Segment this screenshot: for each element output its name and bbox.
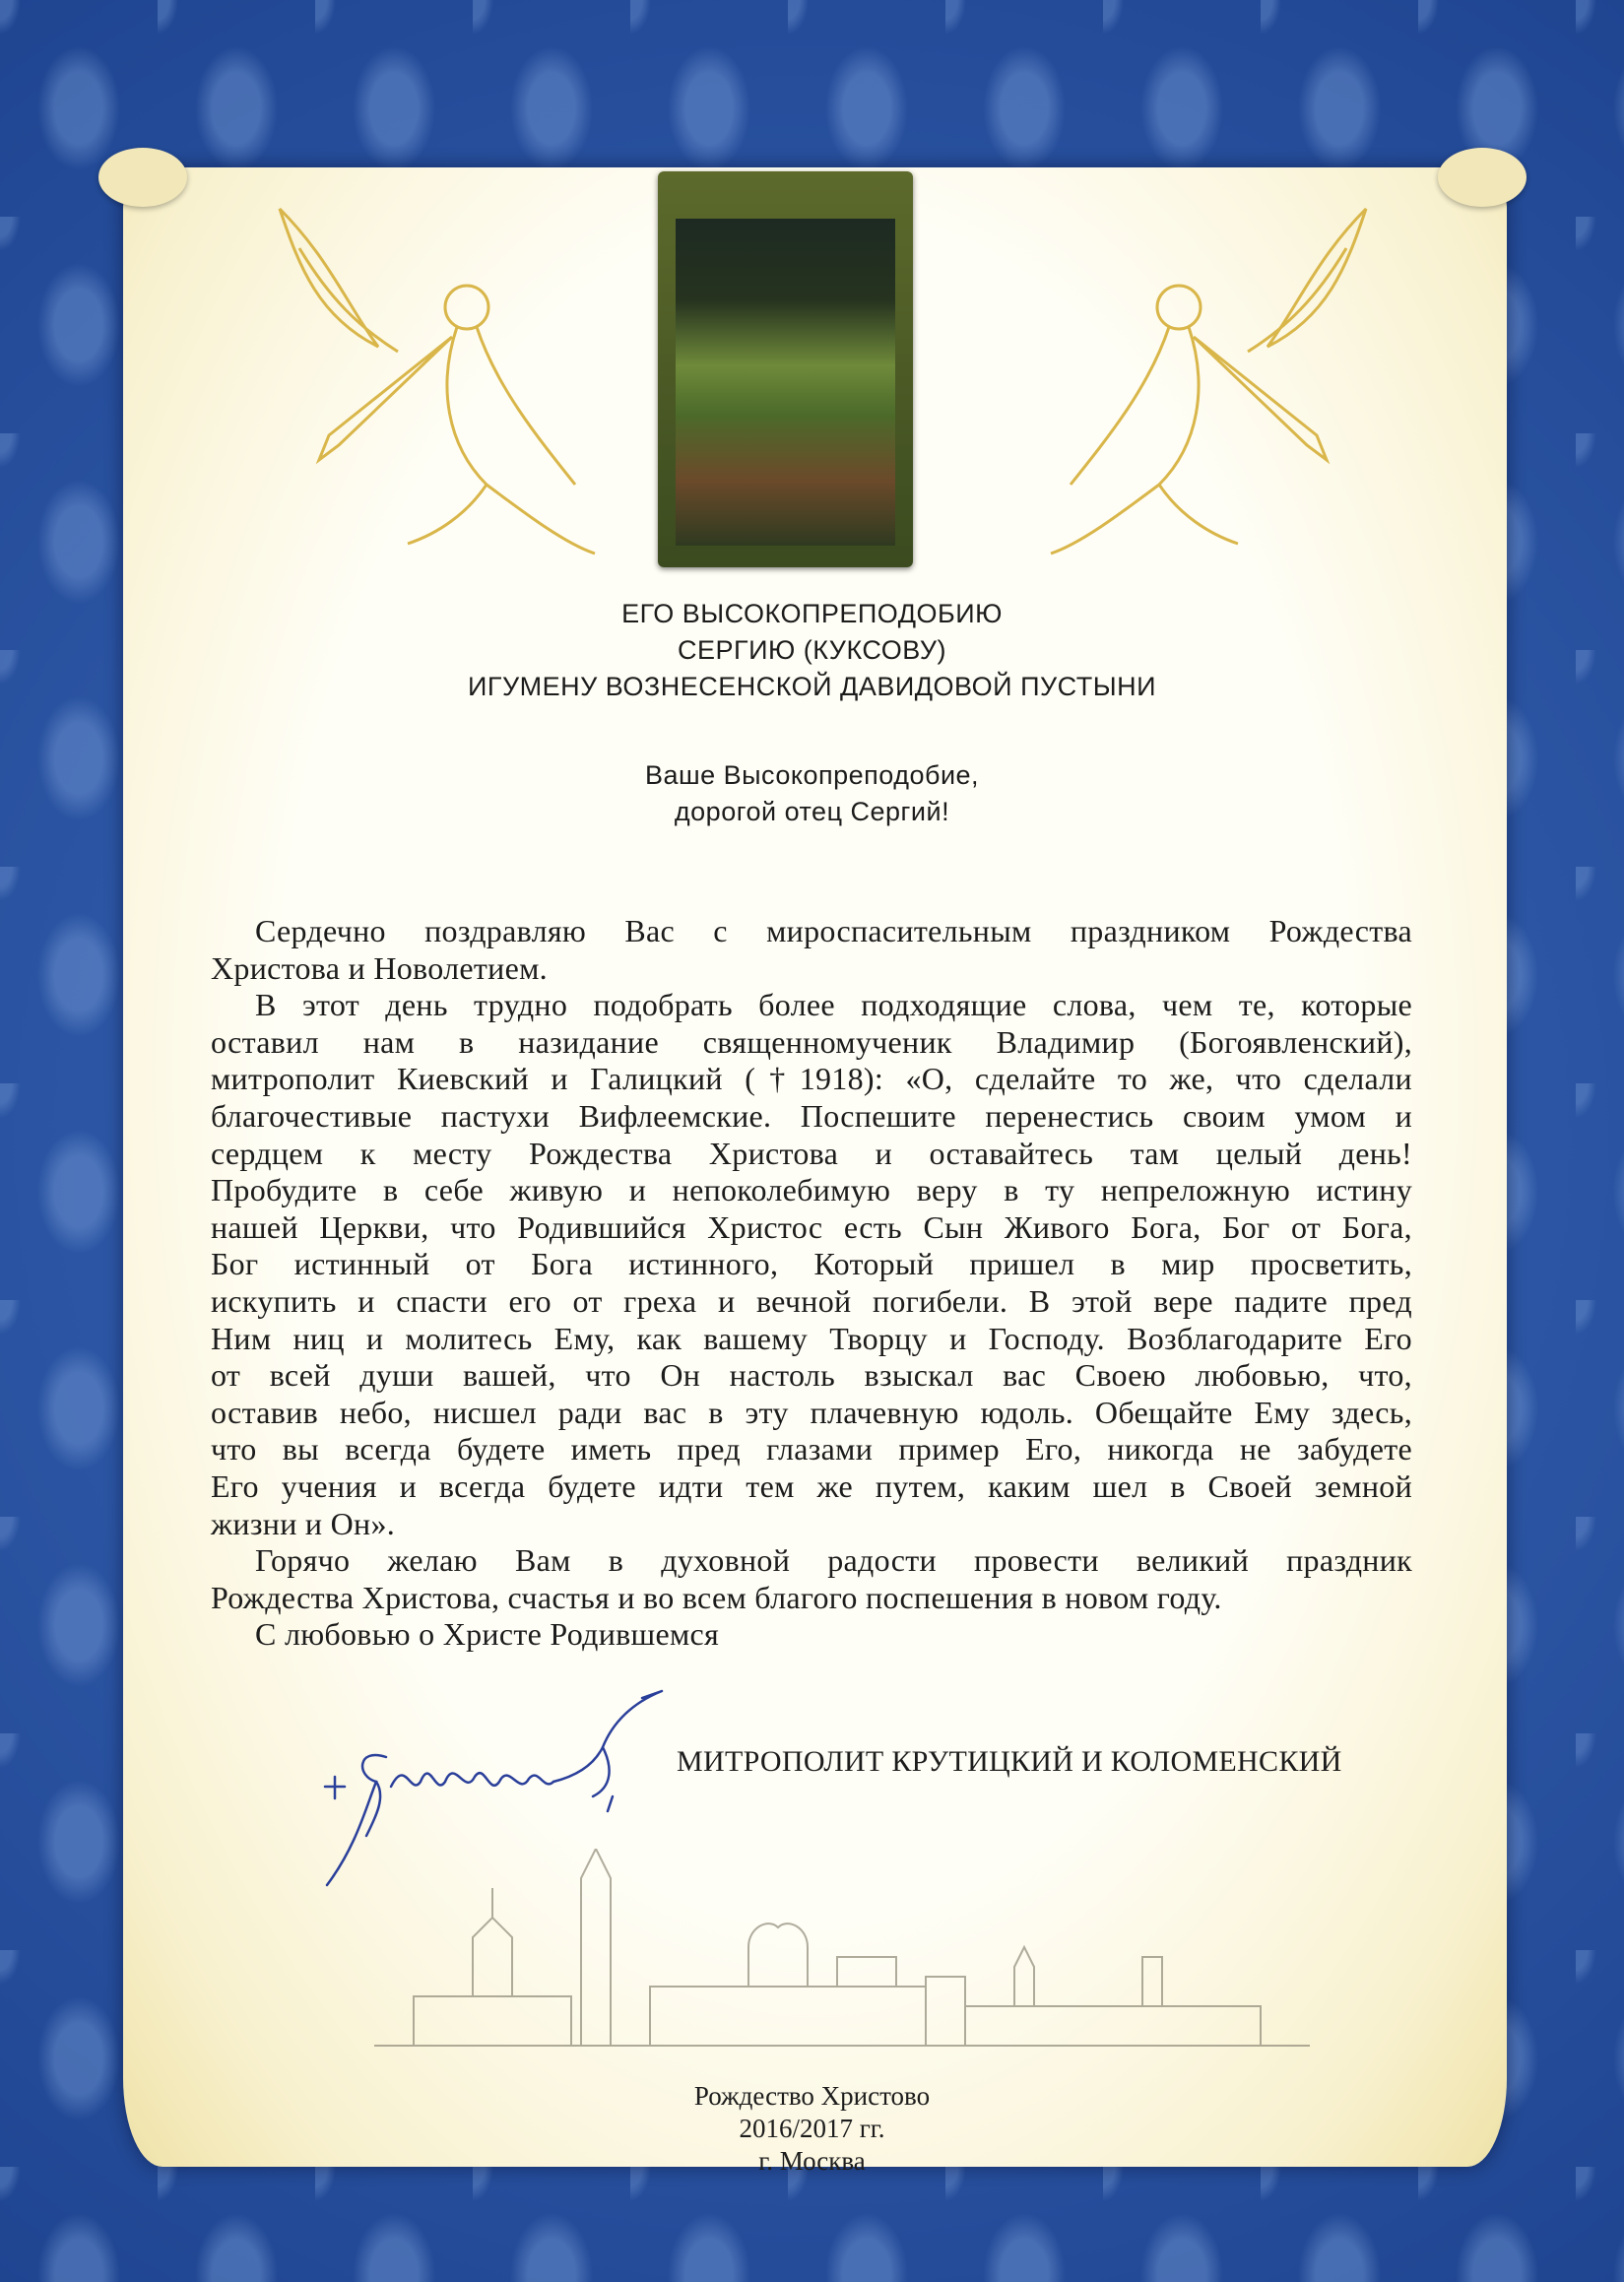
footer-occasion: Рождество Христово (693, 2081, 931, 2111)
greeting-block (0, 757, 1624, 830)
addressee-line: СЕРГИЮ (КУКСОВУ) (677, 635, 947, 665)
addressee-line: ЕГО ВЫСОКОПРЕПОДОБИЮ (621, 599, 1003, 628)
addressee-line: ИГУМЕНУ ВОЗНЕСЕНСКОЙ ДАВИДОВОЙ ПУСТЫНИ (467, 672, 1157, 701)
body-line: Его учения и всегда будете идти тем же путем, каким шел в Своей земной (211, 1467, 1412, 1504)
body-line: нашей Церкви, что Родившийся Христос есть Сын Живого Бога, Бог от Бога, (211, 1208, 1412, 1245)
scroll-curl-right (1438, 148, 1527, 207)
angel-trumpet-right-icon (1041, 189, 1405, 561)
body-line: Христова и Новолетием. (211, 949, 548, 986)
letter-body (211, 913, 1412, 1654)
body-line: жизни и Он». (211, 1505, 396, 1541)
body-line: С любовью о Христе Родившемся (255, 1616, 720, 1653)
nativity-icon-image (658, 171, 913, 567)
footer-years: 2016/2017 гг. (739, 2114, 885, 2143)
greeting-line: дорогой отец Сергий! (674, 797, 950, 826)
body-line: благочестивые пастухи Вифлеемские. Поспешите перенестись своим умом и (211, 1097, 1412, 1134)
body-line: что вы всегда будете иметь пред глазами пример Его, никогда не забудете (211, 1431, 1412, 1467)
footer-city: г. Москва (758, 2146, 866, 2176)
signer-title: МИТРОПОЛИТ КРУТИЦКИЙ И КОЛОМЕНСКИЙ (677, 1745, 1342, 1778)
body-line: оставил нам в назидание священномученик Владимир (Богоявленский), (211, 1023, 1412, 1060)
greeting-line: Ваше Высокопреподобие, (644, 760, 980, 790)
body-line: Рождества Христова, счастья и во всем благого поспешения в новом году. (211, 1579, 1222, 1615)
body-line: В этот день трудно подобрать более подходящие слова, чем те, которые (255, 987, 1412, 1023)
body-line: искупить и спасти его от греха и вечной погибели. В этой вере падите пред (211, 1282, 1412, 1319)
body-line: Ним ниц и молитесь Ему, как вашему Творцу и Господу. Возблагодарите Его (211, 1320, 1412, 1356)
body-line: Сердечно поздравляю Вас с мироспасительным праздником Рождества (255, 913, 1412, 948)
body-line: митрополит Киевский и Галицкий (†1918): «О, сделайте то же, что сделали (211, 1061, 1412, 1097)
addressee-block (0, 596, 1624, 705)
scroll-curl-left (98, 148, 187, 207)
body-line: от всей души вашей, что Он настоль взыскал вас Своею любовью, что, (211, 1357, 1412, 1394)
body-line: Горячо желаю Вам в духовной радости провести великий праздник (255, 1542, 1412, 1579)
body-line: оставив небо, нисшел ради вас в эту плачевную юдоль. Обещайте Ему здесь, (211, 1394, 1412, 1430)
body-line: Пробудите в себе живую и непоколебимую веру в ту непреложную истину (211, 1172, 1412, 1208)
body-line: Бог истинный от Бога истинного, Который пришел в мир просветить, (211, 1246, 1412, 1282)
footer-dateline (0, 2080, 1624, 2178)
body-line: сердцем к месту Рождества Христова и оставайтесь там целый день! (211, 1135, 1412, 1171)
monastery-sketch (374, 1849, 1310, 2081)
angel-trumpet-left-icon (240, 189, 605, 561)
